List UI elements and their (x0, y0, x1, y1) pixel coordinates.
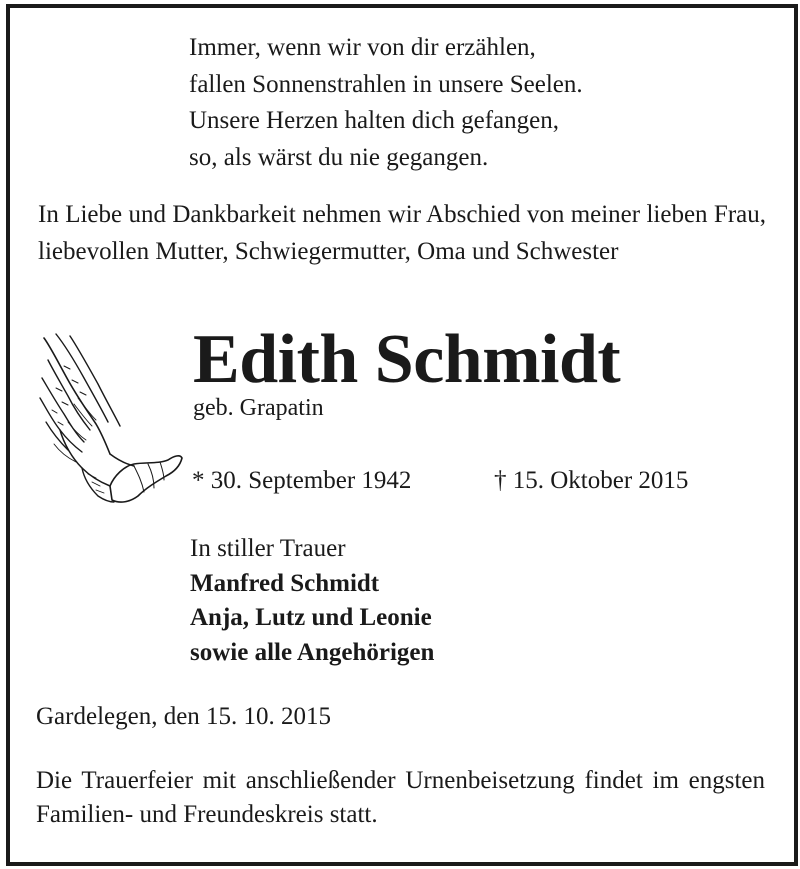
place-and-date: Gardelegen, den 15. 10. 2015 (36, 703, 332, 730)
praying-hands-icon (34, 326, 184, 506)
farewell-text: In Liebe und Dankbarkeit nehmen wir Abschied von meiner lieben Frau, liebevollen Mutter, Schwiegermutter, Oma und Schwester (38, 201, 766, 265)
poem-line: Immer, wenn wir von dir erzählen, (189, 34, 536, 61)
death-date: † 15. Oktober 2015 (494, 467, 689, 494)
funeral-notice: Die Trauerfeier mit anschließender Urnenbeisetzung findet im engsten Familien- und Freundeskreis statt. (36, 767, 765, 828)
mourners-heading: In stiller Trauer (190, 535, 346, 562)
poem-line: fallen Sonnenstrahlen in unsere Seelen. (189, 70, 583, 98)
poem-line: Unsere Herzen halten dich gefangen, (189, 107, 559, 134)
mourner-name: Manfred Schmidt (190, 569, 380, 597)
maiden-name: geb. Grapatin (193, 395, 324, 421)
mourners-block (190, 532, 434, 670)
deceased-name: Edith Schmidt (193, 321, 621, 398)
memorial-poem (189, 30, 583, 176)
birth-date: * 30. September 1942 (192, 467, 412, 494)
poem-line: so, als wärst du nie gegangen. (189, 143, 489, 171)
mourner-name: Anja, Lutz und Leonie (190, 604, 432, 631)
mourner-name: sowie alle Angehörigen (190, 638, 435, 666)
